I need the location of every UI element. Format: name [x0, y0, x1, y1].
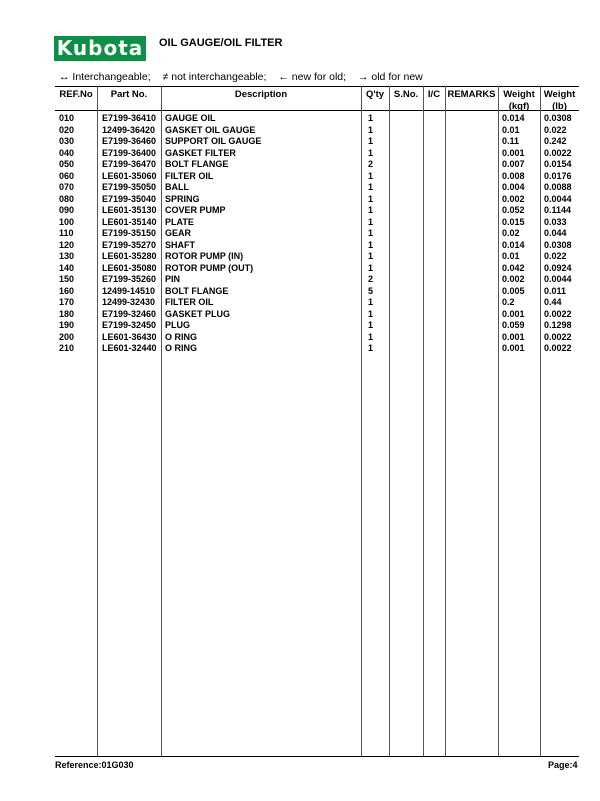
cell-ref-no: 180 [59, 308, 75, 319]
table-row [55, 125, 579, 137]
table-row [55, 159, 579, 171]
cell-weight-lb: 0.0176 [544, 170, 572, 181]
cell-qty: 2 [368, 159, 374, 169]
cell-qty: 1 [368, 182, 374, 192]
cell-description: FILTER OIL [165, 297, 214, 307]
cell-weight-kgf: 0.001 [502, 147, 525, 158]
cell-weight-lb: 0.242 [544, 136, 567, 146]
header-description: Description [234, 89, 288, 100]
table-row [55, 171, 579, 183]
reference-code: Reference:01G030 [55, 760, 134, 770]
cell-ref-no: 150 [59, 274, 75, 284]
table-body [55, 113, 579, 355]
table-row [55, 286, 579, 298]
cell-weight-kgf: 0.014 [502, 113, 525, 123]
cell-part-no: LE601-36430 [102, 331, 157, 342]
cell-part-no: E7199-32460 [102, 308, 157, 319]
cell-qty: 1 [368, 320, 374, 330]
table-row [55, 251, 579, 263]
cell-qty: 1 [368, 239, 374, 250]
cell-part-no: LE601-35060 [102, 170, 157, 181]
parts-table [55, 86, 579, 756]
table-row [55, 194, 579, 206]
table-row [55, 343, 579, 355]
cell-weight-kgf: 0.015 [502, 216, 525, 227]
cell-description: COVER PUMP [165, 205, 226, 215]
cell-weight-lb: 0.0088 [544, 182, 572, 192]
cell-description: PLUG [165, 320, 191, 330]
cell-weight-lb: 0.0022 [544, 147, 572, 158]
cell-part-no: LE601-35140 [102, 216, 157, 227]
cell-ref-no: 050 [59, 159, 75, 169]
cell-weight-lb: 0.011 [544, 285, 567, 296]
table-bottom-rule [55, 756, 579, 757]
cell-ref-no: 020 [59, 124, 75, 135]
cell-weight-kgf: 0.001 [502, 343, 525, 353]
cell-weight-kgf: 0.002 [502, 193, 525, 204]
cell-weight-lb: 0.0022 [544, 308, 572, 319]
cell-weight-kgf: 0.004 [502, 182, 525, 192]
cell-description: GASKET FILTER [165, 147, 236, 158]
cell-weight-lb: 0.44 [544, 297, 562, 307]
cell-description: ROTOR PUMP (IN) [165, 251, 244, 261]
cell-ref-no: 140 [59, 262, 75, 273]
cell-qty: 1 [368, 136, 374, 146]
cell-part-no: E7199-32450 [102, 320, 157, 330]
table-row [55, 217, 579, 229]
cell-ref-no: 200 [59, 331, 75, 342]
cell-description: PLATE [165, 216, 194, 227]
cell-description: ROTOR PUMP (OUT) [165, 262, 254, 273]
legend-old-for-new: → old for new [357, 71, 423, 83]
cell-qty: 1 [368, 297, 374, 307]
cell-weight-lb: 0.0308 [544, 239, 572, 250]
kubota-logo-text: Kubota [56, 36, 144, 60]
cell-ref-no: 100 [59, 216, 75, 227]
table-row [55, 297, 579, 309]
cell-weight-lb: 0.0044 [544, 274, 572, 284]
cell-weight-kgf: 0.11 [502, 136, 520, 146]
cell-description: SHAFT [165, 239, 195, 250]
cell-weight-kgf: 0.042 [502, 262, 525, 273]
legend [59, 71, 432, 83]
table-row [55, 205, 579, 217]
cell-qty: 1 [368, 170, 374, 181]
cell-description: BOLT FLANGE [165, 285, 229, 296]
cell-part-no: E7199-35150 [102, 228, 157, 238]
header-weight-lb-unit: (lb) [552, 101, 567, 112]
cell-weight-kgf: 0.052 [502, 205, 525, 215]
cell-description: O RING [165, 331, 198, 342]
cell-qty: 1 [368, 331, 374, 342]
cell-description: SPRING [165, 193, 200, 204]
cell-description: PIN [165, 274, 181, 284]
cell-ref-no: 190 [59, 320, 75, 330]
cell-description: GASKET PLUG [165, 308, 231, 319]
cell-qty: 1 [368, 228, 374, 238]
cell-weight-lb: 0.022 [544, 124, 567, 135]
cell-part-no: LE601-35130 [102, 205, 157, 215]
cell-qty: 1 [368, 193, 374, 204]
legend-new-for-old: ← new for old; [278, 71, 347, 83]
cell-weight-kgf: 0.001 [502, 331, 525, 342]
cell-part-no: LE601-35080 [102, 262, 157, 273]
cell-part-no: 12499-14510 [102, 285, 156, 296]
cell-ref-no: 060 [59, 170, 75, 181]
header-qty: Q'ty [365, 89, 385, 100]
cell-weight-kgf: 0.001 [502, 308, 525, 319]
table-row [55, 309, 579, 321]
table-row [55, 148, 579, 160]
cell-description: GAUGE OIL [165, 113, 216, 123]
cell-part-no: E7199-35260 [102, 274, 157, 284]
cell-weight-lb: 0.0154 [544, 159, 572, 169]
cell-weight-lb: 0.033 [544, 216, 567, 227]
cell-part-no: E7199-35040 [102, 193, 157, 204]
cell-weight-kgf: 0.01 [502, 124, 520, 135]
cell-qty: 1 [368, 113, 374, 123]
cell-description: O RING [165, 343, 198, 353]
cell-ref-no: 040 [59, 147, 75, 158]
cell-ref-no: 130 [59, 251, 75, 261]
header-ic: I/C [427, 89, 441, 100]
cell-ref-no: 090 [59, 205, 75, 215]
table-row [55, 113, 579, 125]
cell-weight-kgf: 0.2 [502, 297, 515, 307]
cell-part-no: E7199-35050 [102, 182, 157, 192]
table-row [55, 263, 579, 275]
table-row [55, 240, 579, 252]
table-row [55, 332, 579, 344]
page-title: OIL GAUGE/OIL FILTER [159, 37, 283, 49]
cell-part-no: LE601-35280 [102, 251, 157, 261]
table-top-rule [55, 86, 579, 87]
page-number: Page:4 [548, 760, 578, 770]
cell-weight-lb: 0.044 [544, 228, 567, 238]
cell-ref-no: 010 [59, 113, 75, 123]
table-row [55, 320, 579, 332]
cell-qty: 1 [368, 216, 374, 227]
cell-ref-no: 110 [59, 228, 74, 238]
cell-weight-kgf: 0.02 [502, 228, 520, 238]
cell-qty: 1 [368, 262, 374, 273]
header-serial-no: S.No. [393, 89, 419, 100]
header-weight-lb-label: Weight [543, 89, 576, 100]
cell-weight-lb: 0.1298 [544, 320, 572, 330]
header-weight-kgf-unit: (kgf) [508, 101, 530, 112]
cell-qty: 1 [368, 205, 374, 215]
cell-weight-lb: 0.0308 [544, 113, 572, 123]
cell-weight-kgf: 0.059 [502, 320, 525, 330]
cell-qty: 1 [368, 147, 374, 158]
header-ref-no: REF.No [59, 89, 93, 100]
cell-description: GEAR [165, 228, 192, 238]
cell-qty: 1 [368, 251, 374, 261]
header-weight-lb [540, 89, 579, 113]
header-part-no: Part No. [110, 89, 148, 100]
cell-ref-no: 080 [59, 193, 75, 204]
cell-weight-lb: 0.1144 [544, 205, 572, 215]
cell-part-no: LE601-32440 [102, 343, 157, 353]
cell-part-no: 12499-36420 [102, 124, 156, 135]
cell-part-no: E7199-36410 [102, 113, 157, 123]
cell-ref-no: 210 [59, 343, 75, 353]
cell-part-no: 12499-32430 [102, 297, 156, 307]
cell-description: BOLT FLANGE [165, 159, 229, 169]
cell-ref-no: 170 [59, 297, 75, 307]
cell-qty: 1 [368, 308, 374, 319]
cell-weight-lb: 0.0924 [544, 262, 572, 273]
cell-weight-kgf: 0.01 [502, 251, 520, 261]
cell-qty: 5 [368, 285, 374, 296]
cell-description: GASKET OIL GAUGE [165, 124, 256, 135]
header-weight-kgf-label: Weight [503, 89, 535, 100]
kubota-logo [54, 36, 146, 61]
cell-ref-no: 120 [59, 239, 75, 250]
table-row [55, 136, 579, 148]
header-remarks: REMARKS [447, 89, 496, 100]
cell-part-no: E7199-36470 [102, 159, 157, 169]
cell-weight-kgf: 0.002 [502, 274, 525, 284]
cell-description: FILTER OIL [165, 170, 214, 181]
cell-weight-lb: 0.0022 [544, 331, 572, 342]
cell-weight-lb: 0.0022 [544, 343, 572, 353]
cell-weight-lb: 0.022 [544, 251, 567, 261]
cell-weight-kgf: 0.008 [502, 170, 525, 181]
cell-part-no: E7199-36400 [102, 147, 157, 158]
legend-interchangeable: ↔ Interchangeable; [59, 71, 151, 83]
table-row [55, 228, 579, 240]
header-weight-kgf [498, 89, 540, 113]
cell-part-no: E7199-35270 [102, 239, 157, 250]
cell-weight-kgf: 0.007 [502, 159, 525, 169]
cell-description: BALL [165, 182, 189, 192]
cell-qty: 1 [368, 343, 374, 353]
cell-qty: 1 [368, 124, 374, 135]
cell-ref-no: 070 [59, 182, 75, 192]
table-row [55, 182, 579, 194]
cell-qty: 2 [368, 274, 374, 284]
table-row [55, 274, 579, 286]
cell-description: SUPPORT OIL GAUGE [165, 136, 262, 146]
cell-ref-no: 030 [59, 136, 75, 146]
cell-weight-lb: 0.0044 [544, 193, 572, 204]
cell-weight-kgf: 0.005 [502, 285, 525, 296]
legend-not-interchangeable: ≠ not interchangeable; [162, 71, 267, 83]
cell-part-no: E7199-36460 [102, 136, 157, 146]
cell-weight-kgf: 0.014 [502, 239, 525, 250]
cell-ref-no: 160 [59, 285, 75, 296]
